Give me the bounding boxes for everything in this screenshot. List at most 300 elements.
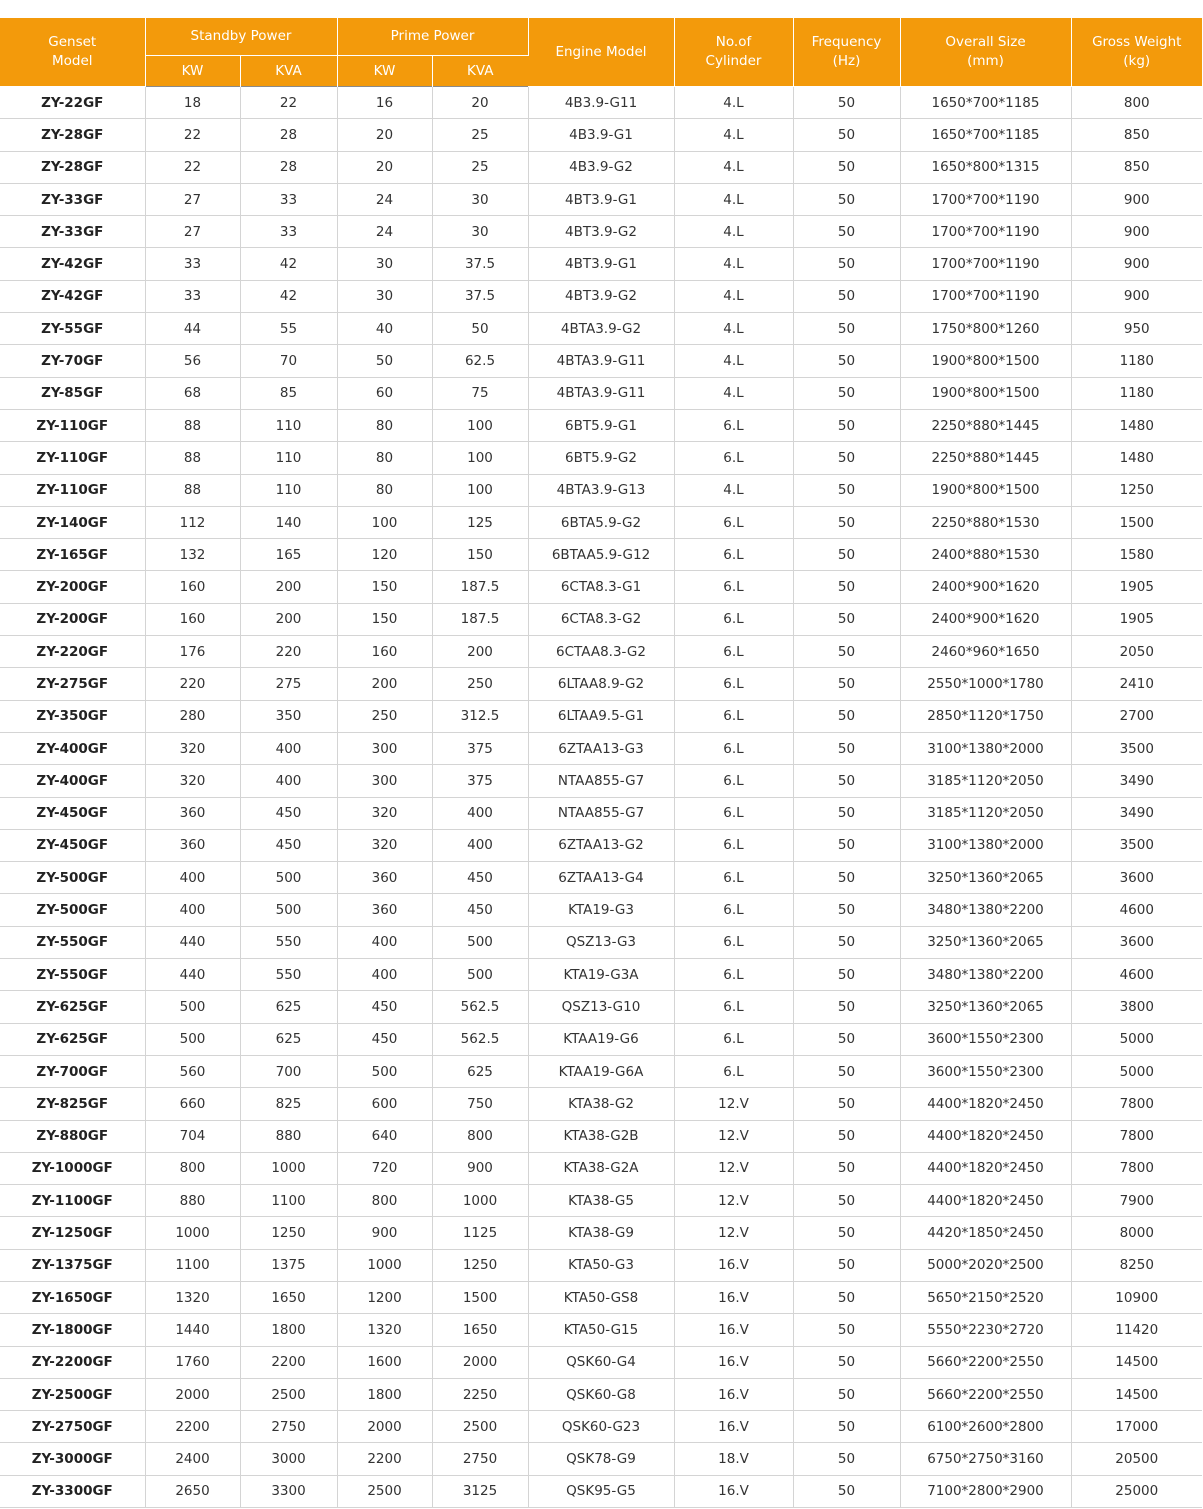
cell-genset-model: ZY-200GF [0,571,145,603]
cell-cylinder: 6.L [674,797,793,829]
cell-prime-kva: 37.5 [432,248,528,280]
cell-genset-model: ZY-825GF [0,1088,145,1120]
cell-engine-model: 4BT3.9-G2 [528,280,674,312]
cell-engine-model: QSK60-G23 [528,1411,674,1443]
cell-standby-kva: 880 [240,1120,337,1152]
cell-overall-size: 1650*700*1185 [900,87,1071,119]
cell-gross-weight: 11420 [1071,1314,1202,1346]
cell-frequency: 50 [793,345,900,377]
cell-standby-kva: 200 [240,603,337,635]
cell-genset-model: ZY-400GF [0,732,145,764]
cell-standby-kw: 400 [145,894,240,926]
cell-standby-kw: 1320 [145,1281,240,1313]
cell-standby-kva: 165 [240,539,337,571]
cell-prime-kw: 30 [337,280,432,312]
cell-standby-kw: 88 [145,442,240,474]
cell-engine-model: KTA38-G9 [528,1217,674,1249]
cell-standby-kw: 44 [145,313,240,345]
cell-prime-kva: 500 [432,959,528,991]
cell-prime-kva: 50 [432,313,528,345]
table-row [0,506,1202,538]
cell-cylinder: 6.L [674,409,793,441]
cell-gross-weight: 3600 [1071,862,1202,894]
cell-prime-kw: 640 [337,1120,432,1152]
cell-overall-size: 2850*1120*1750 [900,700,1071,732]
table-row [0,151,1202,183]
cell-genset-model: ZY-500GF [0,894,145,926]
cell-overall-size: 5660*2200*2550 [900,1378,1071,1410]
cell-engine-model: 6ZTAA13-G3 [528,732,674,764]
cell-frequency: 50 [793,668,900,700]
cell-prime-kw: 150 [337,603,432,635]
cell-overall-size: 4420*1850*2450 [900,1217,1071,1249]
cell-standby-kw: 360 [145,829,240,861]
cell-overall-size: 1700*700*1190 [900,216,1071,248]
table-body [0,87,1202,1508]
cell-gross-weight: 7900 [1071,1185,1202,1217]
cell-gross-weight: 7800 [1071,1152,1202,1184]
header-standby-kw: KW [145,56,240,87]
cell-standby-kva: 450 [240,797,337,829]
table-row [0,571,1202,603]
cell-genset-model: ZY-1100GF [0,1185,145,1217]
cell-genset-model: ZY-42GF [0,248,145,280]
cell-engine-model: 6ZTAA13-G4 [528,862,674,894]
cell-frequency: 50 [793,409,900,441]
cell-engine-model: 6BT5.9-G2 [528,442,674,474]
cell-frequency: 50 [793,1120,900,1152]
cell-prime-kva: 100 [432,409,528,441]
cell-engine-model: KTA50-GS8 [528,1281,674,1313]
cell-frequency: 50 [793,506,900,538]
cell-cylinder: 4.L [674,151,793,183]
cell-frequency: 50 [793,603,900,635]
cell-overall-size: 2400*900*1620 [900,603,1071,635]
cell-standby-kva: 28 [240,151,337,183]
cell-standby-kva: 1800 [240,1314,337,1346]
cell-standby-kw: 320 [145,765,240,797]
cell-frequency: 50 [793,1411,900,1443]
table-row [0,1023,1202,1055]
cell-standby-kw: 68 [145,377,240,409]
cell-prime-kva: 1650 [432,1314,528,1346]
cell-prime-kw: 600 [337,1088,432,1120]
cell-prime-kw: 300 [337,765,432,797]
cell-prime-kva: 1125 [432,1217,528,1249]
cell-prime-kw: 20 [337,151,432,183]
cell-overall-size: 6750*2750*3160 [900,1443,1071,1475]
cell-cylinder: 6.L [674,991,793,1023]
cell-gross-weight: 3490 [1071,797,1202,829]
cell-prime-kva: 2250 [432,1378,528,1410]
table-row [0,248,1202,280]
cell-overall-size: 2460*960*1650 [900,636,1071,668]
cell-genset-model: ZY-2500GF [0,1378,145,1410]
cell-gross-weight: 1250 [1071,474,1202,506]
cell-gross-weight: 3800 [1071,991,1202,1023]
cell-standby-kva: 200 [240,571,337,603]
cell-prime-kw: 320 [337,829,432,861]
cell-gross-weight: 2410 [1071,668,1202,700]
cell-standby-kw: 2000 [145,1378,240,1410]
cell-prime-kva: 100 [432,474,528,506]
cell-overall-size: 1900*800*1500 [900,345,1071,377]
table-row [0,377,1202,409]
cell-genset-model: ZY-550GF [0,959,145,991]
cell-overall-size: 5550*2230*2720 [900,1314,1071,1346]
cell-engine-model: QSK78-G9 [528,1443,674,1475]
cell-engine-model: KTA38-G5 [528,1185,674,1217]
cell-prime-kva: 20 [432,87,528,119]
cell-standby-kva: 625 [240,991,337,1023]
table-row [0,862,1202,894]
table-row [0,765,1202,797]
cell-engine-model: 6CTA8.3-G1 [528,571,674,603]
cell-prime-kw: 1200 [337,1281,432,1313]
cell-standby-kw: 176 [145,636,240,668]
cell-standby-kva: 140 [240,506,337,538]
cell-engine-model: KTA38-G2A [528,1152,674,1184]
cell-standby-kva: 33 [240,216,337,248]
cell-overall-size: 3480*1380*2200 [900,959,1071,991]
cell-overall-size: 3185*1120*2050 [900,765,1071,797]
header-overall-size: Overall Size (mm) [900,18,1071,87]
cell-cylinder: 6.L [674,732,793,764]
table-row [0,87,1202,119]
cell-prime-kw: 120 [337,539,432,571]
cell-engine-model: 6CTA8.3-G2 [528,603,674,635]
cell-prime-kw: 800 [337,1185,432,1217]
cell-frequency: 50 [793,1443,900,1475]
header-prime-kva: KVA [432,56,528,87]
cell-engine-model: QSK60-G4 [528,1346,674,1378]
cell-standby-kw: 1440 [145,1314,240,1346]
cell-engine-model: KTA38-G2 [528,1088,674,1120]
cell-genset-model: ZY-550GF [0,926,145,958]
cell-prime-kva: 2750 [432,1443,528,1475]
cell-frequency: 50 [793,474,900,506]
cell-standby-kw: 27 [145,183,240,215]
cell-gross-weight: 900 [1071,216,1202,248]
cell-genset-model: ZY-110GF [0,442,145,474]
cell-standby-kva: 1100 [240,1185,337,1217]
cell-prime-kw: 60 [337,377,432,409]
cell-engine-model: QSK60-G8 [528,1378,674,1410]
table-row [0,1217,1202,1249]
header-engine-model: Engine Model [528,18,674,87]
cell-cylinder: 6.L [674,571,793,603]
cell-cylinder: 6.L [674,829,793,861]
cell-standby-kva: 3300 [240,1475,337,1507]
cell-standby-kw: 440 [145,959,240,991]
cell-gross-weight: 850 [1071,119,1202,151]
cell-standby-kva: 550 [240,926,337,958]
cell-genset-model: ZY-2750GF [0,1411,145,1443]
table-row [0,474,1202,506]
cell-frequency: 50 [793,862,900,894]
table-row [0,1475,1202,1507]
cell-standby-kva: 3000 [240,1443,337,1475]
cell-frequency: 50 [793,1023,900,1055]
cell-prime-kw: 100 [337,506,432,538]
cell-standby-kva: 500 [240,894,337,926]
cell-standby-kw: 704 [145,1120,240,1152]
cell-prime-kva: 187.5 [432,603,528,635]
cell-standby-kw: 1100 [145,1249,240,1281]
cell-gross-weight: 5000 [1071,1055,1202,1087]
cell-frequency: 50 [793,1217,900,1249]
cell-genset-model: ZY-450GF [0,797,145,829]
cell-prime-kw: 2200 [337,1443,432,1475]
cell-engine-model: 6BTAA5.9-G12 [528,539,674,571]
header-cylinder: No.of Cylinder [674,18,793,87]
cell-genset-model: ZY-55GF [0,313,145,345]
cell-engine-model: 4BTA3.9-G11 [528,345,674,377]
cell-standby-kva: 400 [240,765,337,797]
cell-cylinder: 4.L [674,474,793,506]
cell-frequency: 50 [793,571,900,603]
cell-genset-model: ZY-2200GF [0,1346,145,1378]
cell-genset-model: ZY-1375GF [0,1249,145,1281]
cell-standby-kw: 440 [145,926,240,958]
cell-prime-kw: 200 [337,668,432,700]
cell-standby-kw: 88 [145,409,240,441]
table-row [0,926,1202,958]
cell-genset-model: ZY-1000GF [0,1152,145,1184]
cell-overall-size: 4400*1820*2450 [900,1152,1071,1184]
cell-frequency: 50 [793,313,900,345]
cell-genset-model: ZY-220GF [0,636,145,668]
cell-standby-kw: 560 [145,1055,240,1087]
cell-genset-model: ZY-200GF [0,603,145,635]
cell-genset-model: ZY-140GF [0,506,145,538]
table-row [0,991,1202,1023]
cell-standby-kva: 1000 [240,1152,337,1184]
cell-cylinder: 4.L [674,183,793,215]
header-standby-power: Standby Power [145,18,337,56]
cell-genset-model: ZY-33GF [0,183,145,215]
cell-standby-kw: 2200 [145,1411,240,1443]
cell-standby-kw: 800 [145,1152,240,1184]
table-row [0,636,1202,668]
cell-prime-kva: 375 [432,765,528,797]
cell-standby-kva: 33 [240,183,337,215]
cell-engine-model: 4BTA3.9-G11 [528,377,674,409]
cell-overall-size: 1700*700*1190 [900,280,1071,312]
cell-standby-kw: 280 [145,700,240,732]
cell-overall-size: 3600*1550*2300 [900,1023,1071,1055]
cell-frequency: 50 [793,377,900,409]
cell-prime-kva: 200 [432,636,528,668]
cell-genset-model: ZY-33GF [0,216,145,248]
cell-genset-model: ZY-22GF [0,87,145,119]
cell-standby-kw: 1000 [145,1217,240,1249]
cell-genset-model: ZY-275GF [0,668,145,700]
cell-engine-model: 4BTA3.9-G13 [528,474,674,506]
cell-prime-kw: 30 [337,248,432,280]
cell-cylinder: 12.V [674,1217,793,1249]
cell-prime-kva: 400 [432,829,528,861]
cell-frequency: 50 [793,183,900,215]
table-row [0,1152,1202,1184]
cell-standby-kw: 112 [145,506,240,538]
cell-engine-model: NTAA855-G7 [528,765,674,797]
cell-cylinder: 6.L [674,926,793,958]
cell-prime-kw: 1320 [337,1314,432,1346]
cell-standby-kw: 56 [145,345,240,377]
cell-genset-model: ZY-700GF [0,1055,145,1087]
cell-prime-kva: 500 [432,926,528,958]
cell-overall-size: 3480*1380*2200 [900,894,1071,926]
cell-prime-kva: 250 [432,668,528,700]
cell-prime-kw: 40 [337,313,432,345]
cell-prime-kva: 187.5 [432,571,528,603]
cell-cylinder: 6.L [674,1023,793,1055]
cell-cylinder: 18.V [674,1443,793,1475]
table-row [0,732,1202,764]
cell-prime-kva: 562.5 [432,991,528,1023]
cell-prime-kw: 400 [337,959,432,991]
cell-engine-model: KTAA19-G6A [528,1055,674,1087]
cell-gross-weight: 3490 [1071,765,1202,797]
cell-gross-weight: 4600 [1071,894,1202,926]
cell-standby-kva: 700 [240,1055,337,1087]
table-row [0,409,1202,441]
cell-prime-kw: 450 [337,1023,432,1055]
cell-overall-size: 3250*1360*2065 [900,991,1071,1023]
cell-overall-size: 4400*1820*2450 [900,1185,1071,1217]
cell-frequency: 50 [793,1249,900,1281]
cell-standby-kw: 33 [145,248,240,280]
table-row [0,1411,1202,1443]
cell-engine-model: KTAA19-G6 [528,1023,674,1055]
cell-cylinder: 6.L [674,894,793,926]
cell-standby-kva: 2200 [240,1346,337,1378]
cell-overall-size: 3100*1380*2000 [900,732,1071,764]
cell-gross-weight: 800 [1071,87,1202,119]
cell-standby-kw: 500 [145,991,240,1023]
cell-frequency: 50 [793,280,900,312]
cell-engine-model: 4BT3.9-G2 [528,216,674,248]
cell-prime-kw: 1800 [337,1378,432,1410]
cell-standby-kva: 22 [240,87,337,119]
cell-frequency: 50 [793,248,900,280]
cell-prime-kva: 450 [432,894,528,926]
cell-frequency: 50 [793,216,900,248]
cell-gross-weight: 900 [1071,183,1202,215]
cell-gross-weight: 3600 [1071,926,1202,958]
cell-gross-weight: 1480 [1071,409,1202,441]
cell-engine-model: QSK95-G5 [528,1475,674,1507]
cell-prime-kva: 30 [432,183,528,215]
table-row [0,700,1202,732]
cell-cylinder: 12.V [674,1088,793,1120]
cell-genset-model: ZY-85GF [0,377,145,409]
table-row [0,668,1202,700]
cell-standby-kw: 22 [145,119,240,151]
cell-prime-kw: 2000 [337,1411,432,1443]
cell-standby-kva: 350 [240,700,337,732]
cell-cylinder: 4.L [674,248,793,280]
cell-overall-size: 6100*2600*2800 [900,1411,1071,1443]
cell-standby-kva: 2750 [240,1411,337,1443]
table-row [0,1120,1202,1152]
cell-standby-kw: 2650 [145,1475,240,1507]
cell-overall-size: 2550*1000*1780 [900,668,1071,700]
cell-engine-model: QSZ13-G3 [528,926,674,958]
cell-gross-weight: 3500 [1071,829,1202,861]
cell-prime-kw: 20 [337,119,432,151]
cell-cylinder: 6.L [674,862,793,894]
cell-prime-kw: 1000 [337,1249,432,1281]
cell-standby-kva: 110 [240,442,337,474]
cell-prime-kw: 24 [337,216,432,248]
cell-frequency: 50 [793,926,900,958]
cell-standby-kw: 320 [145,732,240,764]
cell-prime-kw: 2500 [337,1475,432,1507]
cell-gross-weight: 3500 [1071,732,1202,764]
cell-engine-model: 4B3.9-G1 [528,119,674,151]
cell-cylinder: 16.V [674,1314,793,1346]
cell-prime-kva: 800 [432,1120,528,1152]
cell-engine-model: 4BT3.9-G1 [528,248,674,280]
cell-frequency: 50 [793,539,900,571]
cell-prime-kw: 80 [337,474,432,506]
cell-standby-kva: 1250 [240,1217,337,1249]
cell-gross-weight: 900 [1071,280,1202,312]
cell-standby-kva: 450 [240,829,337,861]
cell-genset-model: ZY-28GF [0,119,145,151]
cell-prime-kw: 80 [337,409,432,441]
cell-overall-size: 3250*1360*2065 [900,926,1071,958]
table-row [0,894,1202,926]
cell-cylinder: 4.L [674,377,793,409]
table-row [0,345,1202,377]
table-row [0,216,1202,248]
table-row [0,313,1202,345]
cell-gross-weight: 14500 [1071,1378,1202,1410]
cell-standby-kw: 27 [145,216,240,248]
cell-prime-kva: 312.5 [432,700,528,732]
cell-frequency: 50 [793,636,900,668]
cell-standby-kw: 1760 [145,1346,240,1378]
cell-overall-size: 4400*1820*2450 [900,1120,1071,1152]
cell-genset-model: ZY-400GF [0,765,145,797]
cell-gross-weight: 1480 [1071,442,1202,474]
cell-cylinder: 6.L [674,636,793,668]
cell-standby-kva: 825 [240,1088,337,1120]
cell-cylinder: 6.L [674,539,793,571]
cell-standby-kw: 18 [145,87,240,119]
cell-gross-weight: 20500 [1071,1443,1202,1475]
cell-prime-kw: 16 [337,87,432,119]
cell-standby-kva: 110 [240,409,337,441]
cell-frequency: 50 [793,732,900,764]
cell-cylinder: 12.V [674,1152,793,1184]
cell-cylinder: 4.L [674,313,793,345]
cell-standby-kva: 220 [240,636,337,668]
cell-gross-weight: 14500 [1071,1346,1202,1378]
cell-prime-kw: 250 [337,700,432,732]
cell-frequency: 50 [793,1346,900,1378]
cell-standby-kva: 625 [240,1023,337,1055]
cell-genset-model: ZY-3300GF [0,1475,145,1507]
cell-prime-kw: 360 [337,862,432,894]
header-genset-model: Genset Model [0,18,145,87]
cell-frequency: 50 [793,151,900,183]
cell-standby-kva: 70 [240,345,337,377]
cell-gross-weight: 900 [1071,248,1202,280]
